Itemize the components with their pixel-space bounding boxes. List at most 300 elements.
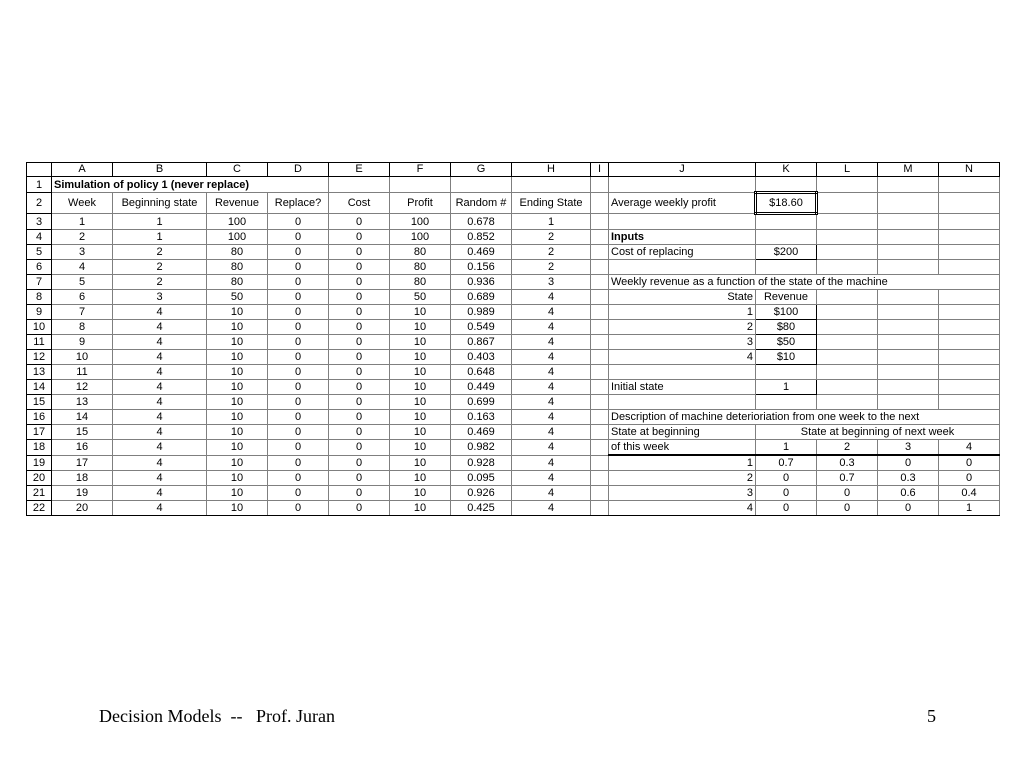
cell[interactable] bbox=[817, 193, 878, 214]
row-number[interactable]: 1 bbox=[27, 177, 52, 193]
data-cell[interactable]: 4 bbox=[512, 440, 591, 456]
cell[interactable] bbox=[591, 290, 609, 305]
column-header-c[interactable]: C bbox=[207, 163, 268, 177]
data-cell[interactable]: 0.926 bbox=[451, 486, 512, 501]
data-cell[interactable]: 10 bbox=[207, 320, 268, 335]
data-cell[interactable]: 80 bbox=[207, 245, 268, 260]
data-cell[interactable]: 10 bbox=[207, 380, 268, 395]
data-cell[interactable]: 10 bbox=[390, 380, 451, 395]
data-cell[interactable]: 4 bbox=[113, 471, 207, 486]
data-cell[interactable]: 13 bbox=[52, 395, 113, 410]
cell[interactable] bbox=[817, 350, 878, 365]
column-label[interactable]: Week bbox=[52, 193, 113, 214]
cell[interactable] bbox=[591, 501, 609, 516]
data-cell[interactable]: 0 bbox=[329, 395, 390, 410]
data-cell[interactable]: 20 bbox=[52, 501, 113, 516]
cell[interactable] bbox=[878, 350, 939, 365]
cell[interactable] bbox=[939, 193, 1000, 214]
cell[interactable] bbox=[878, 320, 939, 335]
data-cell[interactable]: 4 bbox=[113, 501, 207, 516]
next-state-header[interactable]: 3 bbox=[878, 440, 939, 456]
data-cell[interactable]: 4 bbox=[113, 335, 207, 350]
cell[interactable] bbox=[939, 320, 1000, 335]
data-cell[interactable]: 10 bbox=[390, 335, 451, 350]
data-cell[interactable]: 4 bbox=[113, 455, 207, 471]
cell[interactable] bbox=[609, 395, 756, 410]
data-cell[interactable]: 0 bbox=[329, 350, 390, 365]
column-header-m[interactable]: M bbox=[878, 163, 939, 177]
cell[interactable] bbox=[591, 320, 609, 335]
data-cell[interactable]: 0 bbox=[329, 275, 390, 290]
row-number[interactable]: 7 bbox=[27, 275, 52, 290]
data-cell[interactable]: 50 bbox=[207, 290, 268, 305]
data-cell[interactable]: 10 bbox=[207, 455, 268, 471]
data-cell[interactable]: 2 bbox=[113, 245, 207, 260]
cell[interactable] bbox=[591, 425, 609, 440]
data-cell[interactable]: 100 bbox=[207, 230, 268, 245]
cell[interactable] bbox=[591, 193, 609, 214]
data-cell[interactable]: 0.867 bbox=[451, 335, 512, 350]
cell[interactable] bbox=[939, 260, 1000, 275]
data-cell[interactable]: 4 bbox=[512, 380, 591, 395]
data-cell[interactable]: 4 bbox=[512, 350, 591, 365]
cell[interactable] bbox=[756, 395, 817, 410]
cell[interactable] bbox=[817, 365, 878, 380]
data-cell[interactable]: 0 bbox=[268, 290, 329, 305]
cost-label[interactable]: Cost of replacing bbox=[609, 245, 756, 260]
data-cell[interactable]: 80 bbox=[390, 260, 451, 275]
data-cell[interactable]: 0 bbox=[268, 214, 329, 230]
data-cell[interactable]: 2 bbox=[512, 230, 591, 245]
data-cell[interactable]: 0 bbox=[268, 350, 329, 365]
cell[interactable] bbox=[817, 395, 878, 410]
data-cell[interactable]: 0 bbox=[268, 275, 329, 290]
data-cell[interactable]: 10 bbox=[207, 425, 268, 440]
column-label[interactable]: Cost bbox=[329, 193, 390, 214]
cell[interactable] bbox=[939, 395, 1000, 410]
row-number[interactable]: 21 bbox=[27, 486, 52, 501]
data-cell[interactable]: 10 bbox=[390, 350, 451, 365]
data-cell[interactable]: 2 bbox=[113, 275, 207, 290]
data-cell[interactable]: 9 bbox=[52, 335, 113, 350]
data-cell[interactable]: 0 bbox=[329, 305, 390, 320]
revenue-value[interactable]: $10 bbox=[756, 350, 817, 365]
data-cell[interactable]: 10 bbox=[390, 410, 451, 425]
cell[interactable] bbox=[817, 380, 878, 395]
transition-probability[interactable]: 0 bbox=[756, 486, 817, 501]
data-cell[interactable]: 0 bbox=[329, 365, 390, 380]
cell[interactable] bbox=[817, 260, 878, 275]
data-cell[interactable]: 0 bbox=[329, 335, 390, 350]
column-header-d[interactable]: D bbox=[268, 163, 329, 177]
cell[interactable] bbox=[756, 214, 817, 230]
cell[interactable] bbox=[817, 214, 878, 230]
data-cell[interactable]: 4 bbox=[113, 380, 207, 395]
cell[interactable] bbox=[939, 290, 1000, 305]
data-cell[interactable]: 4 bbox=[512, 425, 591, 440]
data-cell[interactable]: 4 bbox=[113, 350, 207, 365]
data-cell[interactable]: 0 bbox=[329, 486, 390, 501]
cell[interactable] bbox=[878, 395, 939, 410]
data-cell[interactable]: 0 bbox=[268, 260, 329, 275]
begin-state-label[interactable]: State at beginning bbox=[609, 425, 756, 440]
cell[interactable] bbox=[591, 455, 609, 471]
data-cell[interactable]: 0 bbox=[329, 501, 390, 516]
row-number[interactable]: 22 bbox=[27, 501, 52, 516]
revenue-value[interactable]: $50 bbox=[756, 335, 817, 350]
row-number[interactable]: 8 bbox=[27, 290, 52, 305]
cell[interactable] bbox=[591, 275, 609, 290]
data-cell[interactable]: 10 bbox=[390, 365, 451, 380]
cell[interactable] bbox=[591, 471, 609, 486]
cell[interactable] bbox=[329, 177, 390, 193]
cell[interactable] bbox=[591, 214, 609, 230]
data-cell[interactable]: 4 bbox=[512, 320, 591, 335]
revenue-state[interactable]: 2 bbox=[609, 320, 756, 335]
cell[interactable] bbox=[591, 486, 609, 501]
data-cell[interactable]: 0 bbox=[329, 214, 390, 230]
cell[interactable] bbox=[591, 260, 609, 275]
data-cell[interactable]: 4 bbox=[512, 455, 591, 471]
column-header-k[interactable]: K bbox=[756, 163, 817, 177]
cell[interactable] bbox=[591, 410, 609, 425]
next-state-header[interactable]: 1 bbox=[756, 440, 817, 456]
cell[interactable] bbox=[939, 177, 1000, 193]
data-cell[interactable]: 10 bbox=[390, 320, 451, 335]
data-cell[interactable]: 19 bbox=[52, 486, 113, 501]
cell[interactable] bbox=[817, 177, 878, 193]
data-cell[interactable]: 4 bbox=[113, 425, 207, 440]
data-cell[interactable]: 3 bbox=[52, 245, 113, 260]
row-number[interactable]: 10 bbox=[27, 320, 52, 335]
data-cell[interactable]: 10 bbox=[207, 335, 268, 350]
data-cell[interactable]: 80 bbox=[390, 275, 451, 290]
revenue-state[interactable]: 4 bbox=[609, 350, 756, 365]
row-number[interactable]: 15 bbox=[27, 395, 52, 410]
data-cell[interactable]: 4 bbox=[512, 471, 591, 486]
transition-probability[interactable]: 0.4 bbox=[939, 486, 1000, 501]
transition-probability[interactable]: 0.7 bbox=[817, 471, 878, 486]
transition-probability[interactable]: 0 bbox=[878, 455, 939, 471]
cell[interactable] bbox=[878, 245, 939, 260]
cell[interactable] bbox=[591, 305, 609, 320]
revenue-value[interactable]: $80 bbox=[756, 320, 817, 335]
transition-probability[interactable]: 0.3 bbox=[878, 471, 939, 486]
row-number[interactable]: 18 bbox=[27, 440, 52, 456]
cell[interactable] bbox=[817, 245, 878, 260]
data-cell[interactable]: 3 bbox=[512, 275, 591, 290]
revenue-value[interactable]: $100 bbox=[756, 305, 817, 320]
cell[interactable] bbox=[878, 230, 939, 245]
data-cell[interactable]: 10 bbox=[207, 501, 268, 516]
data-cell[interactable]: 10 bbox=[390, 305, 451, 320]
column-header-a[interactable]: A bbox=[52, 163, 113, 177]
data-cell[interactable]: 0.549 bbox=[451, 320, 512, 335]
cost-value[interactable]: $200 bbox=[756, 245, 817, 260]
data-cell[interactable]: 2 bbox=[512, 245, 591, 260]
data-cell[interactable]: 10 bbox=[207, 471, 268, 486]
cell[interactable] bbox=[591, 177, 609, 193]
cell[interactable] bbox=[451, 177, 512, 193]
data-cell[interactable]: 10 bbox=[207, 365, 268, 380]
cell[interactable] bbox=[817, 335, 878, 350]
data-cell[interactable]: 0 bbox=[268, 471, 329, 486]
column-label[interactable]: Random # bbox=[451, 193, 512, 214]
cell[interactable] bbox=[609, 177, 756, 193]
data-cell[interactable]: 4 bbox=[512, 486, 591, 501]
data-cell[interactable]: 4 bbox=[113, 320, 207, 335]
row-number[interactable]: 3 bbox=[27, 214, 52, 230]
data-cell[interactable]: 17 bbox=[52, 455, 113, 471]
column-label[interactable]: Replace? bbox=[268, 193, 329, 214]
sheet-title[interactable]: Simulation of policy 1 (never replace) bbox=[52, 177, 329, 193]
transition-probability[interactable]: 0.6 bbox=[878, 486, 939, 501]
data-cell[interactable]: 4 bbox=[512, 335, 591, 350]
data-cell[interactable]: 2 bbox=[52, 230, 113, 245]
data-cell[interactable]: 10 bbox=[390, 395, 451, 410]
cell[interactable] bbox=[591, 365, 609, 380]
column-label[interactable]: Beginning state bbox=[113, 193, 207, 214]
data-cell[interactable]: 0 bbox=[329, 471, 390, 486]
deterioration-title[interactable]: Description of machine deterioriation from one week to the next bbox=[609, 410, 1000, 425]
column-header-j[interactable]: J bbox=[609, 163, 756, 177]
row-number[interactable]: 14 bbox=[27, 380, 52, 395]
data-cell[interactable]: 5 bbox=[52, 275, 113, 290]
cell[interactable] bbox=[939, 214, 1000, 230]
data-cell[interactable]: 80 bbox=[207, 260, 268, 275]
cell[interactable] bbox=[817, 305, 878, 320]
transition-from-state[interactable]: 2 bbox=[609, 471, 756, 486]
cell[interactable] bbox=[878, 380, 939, 395]
data-cell[interactable]: 0 bbox=[329, 320, 390, 335]
data-cell[interactable]: 10 bbox=[52, 350, 113, 365]
data-cell[interactable]: 50 bbox=[390, 290, 451, 305]
row-number[interactable]: 17 bbox=[27, 425, 52, 440]
data-cell[interactable]: 6 bbox=[52, 290, 113, 305]
data-cell[interactable]: 2 bbox=[512, 260, 591, 275]
data-cell[interactable]: 0.469 bbox=[451, 245, 512, 260]
data-cell[interactable]: 0 bbox=[268, 395, 329, 410]
data-cell[interactable]: 0 bbox=[268, 486, 329, 501]
cell[interactable] bbox=[878, 335, 939, 350]
data-cell[interactable]: 4 bbox=[52, 260, 113, 275]
data-cell[interactable]: 0.648 bbox=[451, 365, 512, 380]
row-number[interactable]: 16 bbox=[27, 410, 52, 425]
data-cell[interactable]: 0.449 bbox=[451, 380, 512, 395]
data-cell[interactable]: 4 bbox=[512, 290, 591, 305]
corner-cell[interactable] bbox=[27, 163, 52, 177]
data-cell[interactable]: 0 bbox=[268, 335, 329, 350]
column-header-i[interactable]: I bbox=[591, 163, 609, 177]
transition-from-state[interactable]: 3 bbox=[609, 486, 756, 501]
data-cell[interactable]: 0 bbox=[268, 425, 329, 440]
data-cell[interactable]: 0.699 bbox=[451, 395, 512, 410]
data-cell[interactable]: 10 bbox=[390, 425, 451, 440]
data-cell[interactable]: 0.403 bbox=[451, 350, 512, 365]
data-cell[interactable]: 0 bbox=[329, 410, 390, 425]
data-cell[interactable]: 4 bbox=[113, 486, 207, 501]
cell[interactable] bbox=[591, 350, 609, 365]
data-cell[interactable]: 0.689 bbox=[451, 290, 512, 305]
data-cell[interactable]: 4 bbox=[113, 410, 207, 425]
data-cell[interactable]: 1 bbox=[512, 214, 591, 230]
row-number[interactable]: 11 bbox=[27, 335, 52, 350]
cell[interactable] bbox=[939, 350, 1000, 365]
column-header-g[interactable]: G bbox=[451, 163, 512, 177]
data-cell[interactable]: 3 bbox=[113, 290, 207, 305]
cell[interactable] bbox=[939, 245, 1000, 260]
data-cell[interactable]: 0.989 bbox=[451, 305, 512, 320]
row-number[interactable]: 5 bbox=[27, 245, 52, 260]
data-cell[interactable]: 4 bbox=[512, 410, 591, 425]
initial-state-value[interactable]: 1 bbox=[756, 380, 817, 395]
data-cell[interactable]: 0 bbox=[268, 365, 329, 380]
transition-probability[interactable]: 0 bbox=[817, 501, 878, 516]
transition-probability[interactable]: 0 bbox=[817, 486, 878, 501]
cell[interactable] bbox=[878, 214, 939, 230]
row-number[interactable]: 4 bbox=[27, 230, 52, 245]
cell[interactable] bbox=[939, 380, 1000, 395]
data-cell[interactable]: 0.982 bbox=[451, 440, 512, 456]
column-header-f[interactable]: F bbox=[390, 163, 451, 177]
data-cell[interactable]: 100 bbox=[390, 214, 451, 230]
transition-probability[interactable]: 0 bbox=[878, 501, 939, 516]
revenue-state[interactable]: 1 bbox=[609, 305, 756, 320]
transition-probability[interactable]: 0 bbox=[756, 501, 817, 516]
cell[interactable] bbox=[609, 214, 756, 230]
column-header-e[interactable]: E bbox=[329, 163, 390, 177]
data-cell[interactable]: 100 bbox=[207, 214, 268, 230]
data-cell[interactable]: 10 bbox=[390, 486, 451, 501]
data-cell[interactable]: 0.425 bbox=[451, 501, 512, 516]
next-state-header[interactable]: 4 bbox=[939, 440, 1000, 456]
data-cell[interactable]: 14 bbox=[52, 410, 113, 425]
transition-from-state[interactable]: 4 bbox=[609, 501, 756, 516]
cell[interactable] bbox=[591, 395, 609, 410]
data-cell[interactable]: 0 bbox=[329, 425, 390, 440]
data-cell[interactable]: 11 bbox=[52, 365, 113, 380]
revenue-title[interactable]: Weekly revenue as a function of the state of the machine bbox=[609, 275, 1000, 290]
data-cell[interactable]: 0 bbox=[329, 455, 390, 471]
data-cell[interactable]: 0 bbox=[329, 230, 390, 245]
data-cell[interactable]: 18 bbox=[52, 471, 113, 486]
data-cell[interactable]: 4 bbox=[512, 365, 591, 380]
data-cell[interactable]: 0 bbox=[268, 230, 329, 245]
transition-from-state[interactable]: 1 bbox=[609, 455, 756, 471]
data-cell[interactable]: 10 bbox=[207, 350, 268, 365]
data-cell[interactable]: 0.936 bbox=[451, 275, 512, 290]
data-cell[interactable]: 2 bbox=[113, 260, 207, 275]
avg-profit-value[interactable]: $18.60 bbox=[756, 193, 817, 214]
data-cell[interactable]: 10 bbox=[207, 410, 268, 425]
data-cell[interactable]: 4 bbox=[512, 501, 591, 516]
cell[interactable] bbox=[817, 290, 878, 305]
cell[interactable] bbox=[756, 260, 817, 275]
data-cell[interactable]: 10 bbox=[207, 395, 268, 410]
data-cell[interactable]: 4 bbox=[113, 305, 207, 320]
data-cell[interactable]: 0.678 bbox=[451, 214, 512, 230]
data-cell[interactable]: 0 bbox=[329, 290, 390, 305]
data-cell[interactable]: 10 bbox=[390, 455, 451, 471]
revenue-state[interactable]: 3 bbox=[609, 335, 756, 350]
state-header[interactable]: State bbox=[609, 290, 756, 305]
week-label[interactable]: of this week bbox=[609, 440, 756, 456]
data-cell[interactable]: 16 bbox=[52, 440, 113, 456]
inputs-label[interactable]: Inputs bbox=[609, 230, 756, 245]
data-cell[interactable]: 4 bbox=[512, 395, 591, 410]
data-cell[interactable]: 0 bbox=[329, 245, 390, 260]
data-cell[interactable]: 0.469 bbox=[451, 425, 512, 440]
transition-probability[interactable]: 1 bbox=[939, 501, 1000, 516]
cell[interactable] bbox=[591, 380, 609, 395]
data-cell[interactable]: 0.156 bbox=[451, 260, 512, 275]
data-cell[interactable]: 80 bbox=[207, 275, 268, 290]
next-state-label[interactable]: State at beginning of next week bbox=[756, 425, 1000, 440]
cell[interactable] bbox=[939, 230, 1000, 245]
data-cell[interactable]: 7 bbox=[52, 305, 113, 320]
data-cell[interactable]: 0 bbox=[268, 320, 329, 335]
data-cell[interactable]: 10 bbox=[390, 471, 451, 486]
cell[interactable] bbox=[878, 365, 939, 380]
cell[interactable] bbox=[878, 193, 939, 214]
data-cell[interactable]: 0.852 bbox=[451, 230, 512, 245]
cell[interactable] bbox=[609, 260, 756, 275]
data-cell[interactable]: 4 bbox=[113, 395, 207, 410]
row-number[interactable]: 13 bbox=[27, 365, 52, 380]
row-number[interactable]: 9 bbox=[27, 305, 52, 320]
data-cell[interactable]: 10 bbox=[207, 305, 268, 320]
data-cell[interactable]: 0.095 bbox=[451, 471, 512, 486]
row-number[interactable]: 19 bbox=[27, 455, 52, 471]
avg-profit-label[interactable]: Average weekly profit bbox=[609, 193, 756, 214]
data-cell[interactable]: 0 bbox=[329, 440, 390, 456]
cell[interactable] bbox=[939, 305, 1000, 320]
data-cell[interactable]: 100 bbox=[390, 230, 451, 245]
data-cell[interactable]: 0 bbox=[268, 501, 329, 516]
data-cell[interactable]: 15 bbox=[52, 425, 113, 440]
row-number[interactable]: 20 bbox=[27, 471, 52, 486]
column-header-n[interactable]: N bbox=[939, 163, 1000, 177]
transition-probability[interactable]: 0.7 bbox=[756, 455, 817, 471]
cell[interactable] bbox=[756, 177, 817, 193]
data-cell[interactable]: 10 bbox=[207, 440, 268, 456]
data-cell[interactable]: 0.163 bbox=[451, 410, 512, 425]
cell[interactable] bbox=[817, 230, 878, 245]
column-label[interactable]: Revenue bbox=[207, 193, 268, 214]
transition-probability[interactable]: 0.3 bbox=[817, 455, 878, 471]
data-cell[interactable]: 0 bbox=[268, 245, 329, 260]
data-cell[interactable]: 1 bbox=[52, 214, 113, 230]
transition-probability[interactable]: 0 bbox=[939, 471, 1000, 486]
row-number[interactable]: 6 bbox=[27, 260, 52, 275]
column-label[interactable]: Ending State bbox=[512, 193, 591, 214]
data-cell[interactable]: 8 bbox=[52, 320, 113, 335]
data-cell[interactable]: 1 bbox=[113, 230, 207, 245]
cell[interactable] bbox=[939, 335, 1000, 350]
column-header-l[interactable]: L bbox=[817, 163, 878, 177]
column-header-h[interactable]: H bbox=[512, 163, 591, 177]
initial-state-label[interactable]: Initial state bbox=[609, 380, 756, 395]
column-header-b[interactable]: B bbox=[113, 163, 207, 177]
data-cell[interactable]: 0 bbox=[268, 410, 329, 425]
cell[interactable] bbox=[878, 260, 939, 275]
row-number[interactable]: 2 bbox=[27, 193, 52, 214]
data-cell[interactable]: 0 bbox=[268, 380, 329, 395]
data-cell[interactable]: 1 bbox=[113, 214, 207, 230]
cell[interactable] bbox=[878, 177, 939, 193]
cell[interactable] bbox=[878, 305, 939, 320]
cell[interactable] bbox=[878, 290, 939, 305]
